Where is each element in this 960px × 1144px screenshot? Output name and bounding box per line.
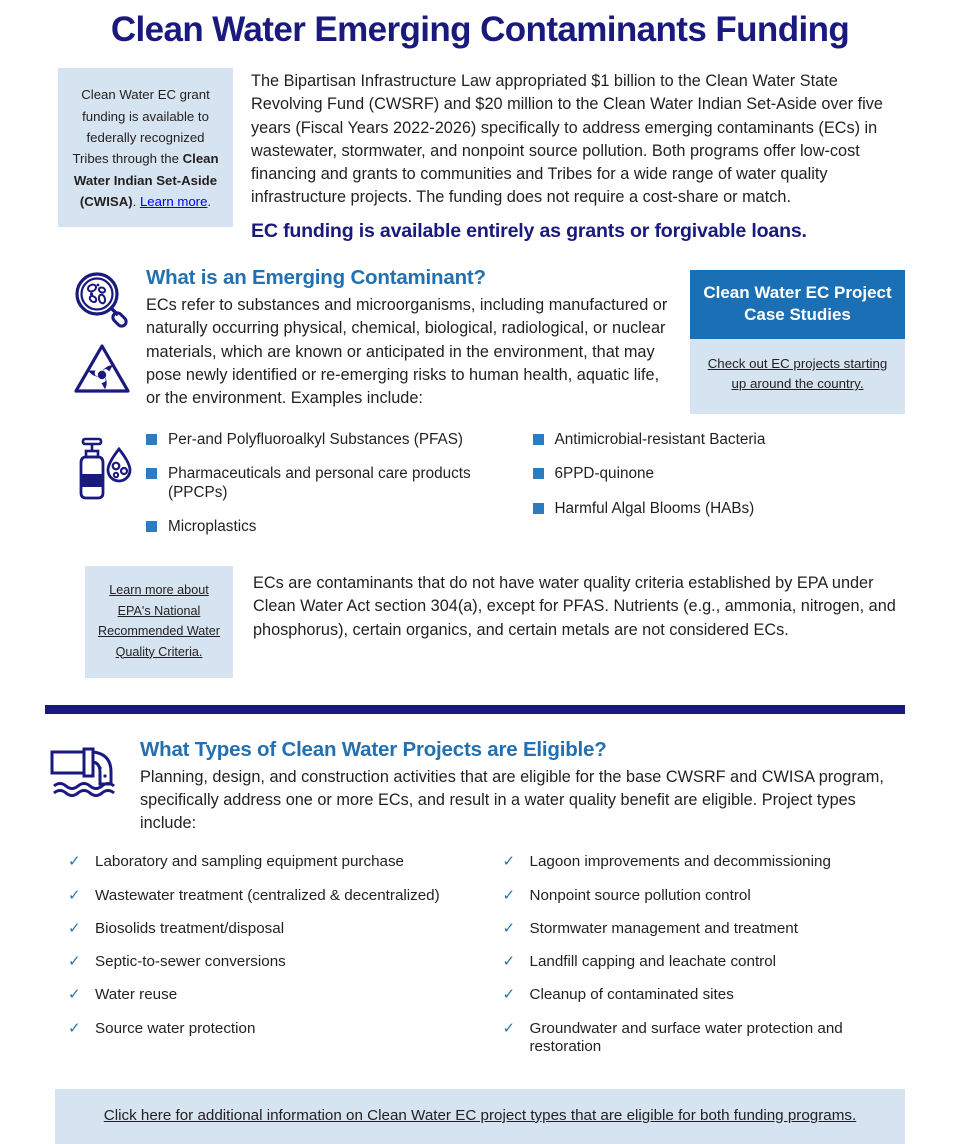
square-bullet-icon [533,503,544,514]
list-item [503,1020,911,1056]
callout-text-lead: Clean Water EC grant funding is available to federally recognized Tribes through the [72,87,210,167]
ec-section-body: ECs refer to substances and microorganisms, including manufactured or naturally occurring physical, chemical, biological, radiological, or nuclear materials, which are known or anticipated in the environment, that may pose newly identified or re-emerging risks to human health, aquatic life, or the environment. Examples include: [146,295,668,408]
list-item [533,431,906,449]
page-title: Clean Water Emerging Contaminants Funding [110,10,850,49]
criteria-link-box [85,566,233,678]
contaminant-examples-section [0,414,960,552]
list-item [503,953,911,971]
eligible-icon-column [48,738,140,796]
tribes-callout-box [58,68,233,226]
section-divider [45,705,905,714]
example-label: Pharmaceuticals and personal care products (PPCPs) [168,465,471,501]
project-type-label: Landfill capping and leachate control [529,953,777,971]
case-studies-heading: Clean Water EC Project Case Studies [690,270,905,339]
examples-columns [146,431,905,552]
check-icon: ✓ [68,853,81,871]
check-icon: ✓ [502,986,516,1004]
check-icon: ✓ [502,919,516,937]
ec-icon-column [58,266,146,396]
eligible-section-heading: What Types of Clean Water Projects are Eligible? [140,737,607,761]
emerging-contaminant-section [0,250,960,414]
pipe-outfall-discharge-icon [48,746,140,796]
check-icon: ✓ [68,886,81,904]
project-type-label: Water reuse [95,986,178,1004]
example-label: Antimicrobial-resistant Bacteria [554,430,766,448]
case-studies-link[interactable]: Check out EC projects starting up around the country. [707,356,888,392]
list-item [68,887,476,905]
check-icon: ✓ [502,1019,516,1037]
examples-icon-column [58,431,146,505]
project-type-label: Wastewater treatment (centralized & decentralized) [95,886,440,904]
radiation-hazard-icon [72,342,132,396]
list-item [146,465,519,502]
project-type-label: Biosolids treatment/disposal [95,919,285,937]
list-item [533,465,906,483]
soap-bottle-droplet-icon [67,433,137,505]
case-studies-box [690,270,905,414]
ec-section-heading: What is an Emerging Contaminant? [146,265,486,289]
square-bullet-icon [533,434,544,445]
magnifying-glass-microbes-icon [71,270,133,330]
cwisa-learn-more-link[interactable]: Learn more [139,194,208,210]
list-item [68,986,476,1004]
list-item [533,500,906,518]
check-icon: ✓ [502,953,516,971]
check-icon: ✓ [68,953,81,971]
ec-text-block [146,266,690,410]
project-type-label: Cleanup of contaminated sites [529,986,734,1004]
check-icon: ✓ [68,986,81,1004]
list-item [68,1020,476,1038]
project-type-label: Laboratory and sampling equipment purchase [95,853,405,871]
project-type-label: Lagoon improvements and decommissioning [529,853,831,871]
intro-text-block [251,68,905,250]
list-item [68,920,476,938]
project-types-column-left [68,853,476,1071]
project-type-label: Source water protection [95,1019,256,1037]
example-label: 6PPD-quinone [554,465,654,483]
callout-text-bold: Clean Water Indian Set-Aside (CWISA) [73,151,219,210]
list-item [68,853,476,871]
eligible-section-body: Planning, design, and construction activities that are eligible for the base CWSRF and CWISA program, specifically address one or more ECs, and result in a water quality benefit are eligible. Project types include: [140,767,884,833]
square-bullet-icon [533,468,544,479]
criteria-paragraph: ECs are contaminants that do not have water quality criteria established by EPA under Clean Water Act section 304(a), except for PFAS. Nutrients (e.g., ammonia, nitrogen, and phosphorus), certain organics, and certain metals are not considered ECs. [253,574,896,639]
examples-column-left [146,431,519,552]
list-item [503,920,911,938]
criteria-section [0,552,960,678]
list-item [146,431,519,449]
project-type-label: Nonpoint source pollution control [529,886,751,904]
callout-text-period: . [207,194,212,210]
eligible-project-types-lists [0,835,960,1071]
example-label: Harmful Algal Blooms (HABs) [554,499,755,517]
case-studies-body [690,339,905,414]
additional-information-link[interactable]: Click here for additional information on Clean Water EC project types that are eligible for both funding programs. [103,1106,857,1124]
intro-paragraph: The Bipartisan Infrastructure Law appropriated $1 billion to the Clean Water State Revolving Fund (CWSRF) and $20 million to the Clean Water Indian Set-Aside over five years (Fiscal Years 2022-2026) specifically to address emerging contaminants (ECs) in wastewater, stormwater, and nonpoint source pollution. Both programs offer low-cost financing and grants to communities and Tribes for a wide range of water quality infrastructure projects. The funding does not require a cost-share or match. [251,72,883,206]
list-item [146,518,519,536]
square-bullet-icon [146,434,157,445]
check-icon: ✓ [68,919,81,937]
project-type-label: Stormwater management and treatment [529,919,798,937]
list-item [503,887,911,905]
example-label: Microplastics [168,518,257,535]
square-bullet-icon [146,468,157,479]
project-type-label: Septic-to-sewer conversions [95,953,286,971]
project-type-label: Groundwater and surface water protection and restoration [529,1019,843,1055]
list-item [503,853,911,871]
eligible-projects-section [0,714,960,835]
intro-section [0,54,960,250]
project-types-column-right [476,853,911,1071]
intro-emphasis-statement: EC funding is available entirely as grants or forgivable loans. [251,220,807,243]
check-icon: ✓ [502,853,516,871]
list-item [68,953,476,971]
check-icon: ✓ [502,886,516,904]
list-item [503,986,911,1004]
callout-text-sep: . [132,194,140,210]
check-icon: ✓ [68,1019,81,1037]
eligible-text-block [140,738,905,835]
examples-column-right [519,431,906,552]
footer-link-banner [55,1089,905,1144]
example-label: Per-and Polyfluoroalkyl Substances (PFAS) [168,430,464,448]
square-bullet-icon [146,521,157,532]
water-quality-criteria-link[interactable]: Learn more about EPA's National Recommended Water Quality Criteria. [97,583,221,659]
